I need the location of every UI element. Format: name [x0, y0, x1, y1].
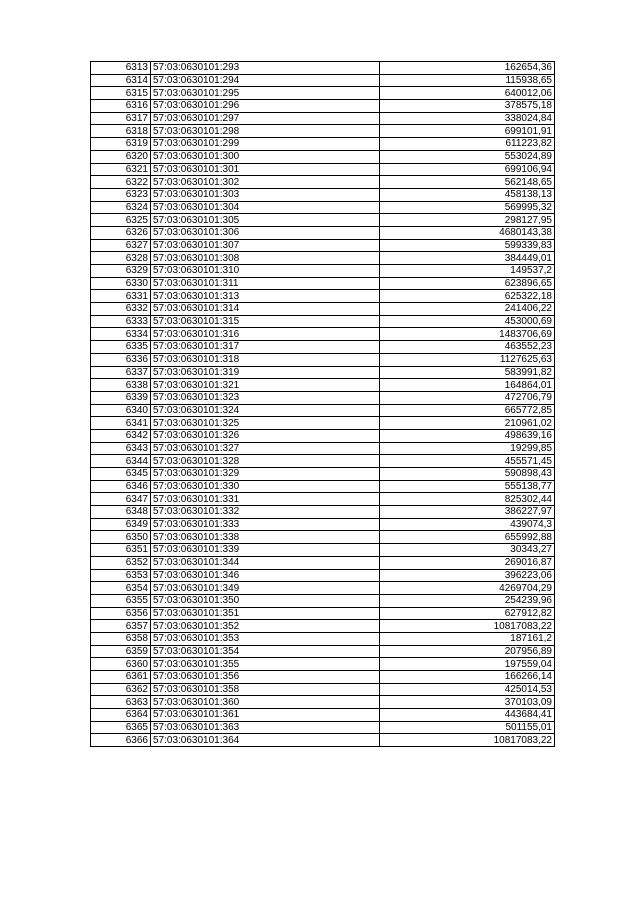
- cadastral-value-cell: 699101,91: [380, 125, 555, 138]
- table-row: [91, 62, 555, 75]
- table-row: [91, 404, 555, 417]
- cadastral-value-cell: 458138,13: [380, 188, 555, 201]
- table-row: [91, 480, 555, 493]
- cadastral-value-cell: 1127625,63: [380, 353, 555, 366]
- cadastral-value-cell: 30343,27: [380, 544, 555, 557]
- table-row: [91, 429, 555, 442]
- table-row: [91, 696, 555, 709]
- cadastral-value-cell: 386227,97: [380, 506, 555, 519]
- table-row: [91, 176, 555, 189]
- cadastral-number-cell: 57:03:0630101:296: [151, 100, 380, 113]
- cadastral-value-cell: 187161,2: [380, 632, 555, 645]
- cadastral-value-cell: 241406,22: [380, 303, 555, 316]
- row-number-cell: 6322: [91, 176, 151, 189]
- table-row: [91, 379, 555, 392]
- table-row: [91, 417, 555, 430]
- cadastral-value-cell: 197559,04: [380, 658, 555, 671]
- row-number-cell: 6352: [91, 556, 151, 569]
- cadastral-value-cell: 4680143,38: [380, 226, 555, 239]
- cadastral-number-cell: 57:03:0630101:353: [151, 632, 380, 645]
- cadastral-number-cell: 57:03:0630101:330: [151, 480, 380, 493]
- row-number-cell: 6333: [91, 315, 151, 328]
- row-number-cell: 6355: [91, 594, 151, 607]
- table-row: [91, 569, 555, 582]
- row-number-cell: 6313: [91, 62, 151, 75]
- cadastral-number-cell: 57:03:0630101:300: [151, 150, 380, 163]
- cadastral-value-cell: 378575,18: [380, 100, 555, 113]
- table-row: [91, 582, 555, 595]
- cadastral-number-cell: 57:03:0630101:354: [151, 645, 380, 658]
- table-row: [91, 506, 555, 519]
- row-number-cell: 6341: [91, 417, 151, 430]
- cadastral-number-cell: 57:03:0630101:349: [151, 582, 380, 595]
- cadastral-value-cell: 623896,65: [380, 277, 555, 290]
- cadastral-value-cell: 162654,36: [380, 62, 555, 75]
- cadastral-number-cell: 57:03:0630101:326: [151, 429, 380, 442]
- cadastral-number-cell: 57:03:0630101:356: [151, 671, 380, 684]
- cadastral-value-cell: 149537,2: [380, 265, 555, 278]
- table-row: [91, 556, 555, 569]
- cadastral-value-cell: 4269704,29: [380, 582, 555, 595]
- table-row: [91, 620, 555, 633]
- cadastral-value-cell: 384449,01: [380, 252, 555, 265]
- row-number-cell: 6316: [91, 100, 151, 113]
- cadastral-number-cell: 57:03:0630101:361: [151, 709, 380, 722]
- table-row: [91, 468, 555, 481]
- table-row: [91, 290, 555, 303]
- table-row: [91, 201, 555, 214]
- table-row: [91, 671, 555, 684]
- table-row: [91, 709, 555, 722]
- cadastral-number-cell: 57:03:0630101:339: [151, 544, 380, 557]
- cadastral-value-cell: 562148,65: [380, 176, 555, 189]
- table-row: [91, 721, 555, 734]
- cadastral-value-cell: 298127,95: [380, 214, 555, 227]
- table-row: [91, 163, 555, 176]
- table-row: [91, 125, 555, 138]
- cadastral-value-cell: 625322,18: [380, 290, 555, 303]
- row-number-cell: 6338: [91, 379, 151, 392]
- table-row: [91, 632, 555, 645]
- table-row: [91, 734, 555, 747]
- cadastral-number-cell: 57:03:0630101:351: [151, 607, 380, 620]
- cadastral-number-cell: 57:03:0630101:316: [151, 328, 380, 341]
- cadastral-number-cell: 57:03:0630101:303: [151, 188, 380, 201]
- row-number-cell: 6314: [91, 74, 151, 87]
- row-number-cell: 6321: [91, 163, 151, 176]
- cadastral-value-cell: 640012,06: [380, 87, 555, 100]
- row-number-cell: 6320: [91, 150, 151, 163]
- cadastral-number-cell: 57:03:0630101:310: [151, 265, 380, 278]
- row-number-cell: 6319: [91, 138, 151, 151]
- cadastral-value-cell: 1483706,69: [380, 328, 555, 341]
- cadastral-number-cell: 57:03:0630101:364: [151, 734, 380, 747]
- cadastral-value-cell: 590898,43: [380, 468, 555, 481]
- cadastral-value-cell: 166266,14: [380, 671, 555, 684]
- row-number-cell: 6339: [91, 391, 151, 404]
- table-row: [91, 252, 555, 265]
- cadastral-value-cell: 10817083,22: [380, 620, 555, 633]
- row-number-cell: 6323: [91, 188, 151, 201]
- row-number-cell: 6340: [91, 404, 151, 417]
- row-number-cell: 6362: [91, 683, 151, 696]
- table-row: [91, 544, 555, 557]
- row-number-cell: 6326: [91, 226, 151, 239]
- cadastral-value-cell: 665772,85: [380, 404, 555, 417]
- cadastral-value-cell: 655992,88: [380, 531, 555, 544]
- cadastral-value-cell: 425014,53: [380, 683, 555, 696]
- cadastral-value-cell: 583991,82: [380, 366, 555, 379]
- cadastral-value-table: [90, 61, 555, 747]
- table-row: [91, 518, 555, 531]
- row-number-cell: 6345: [91, 468, 151, 481]
- row-number-cell: 6337: [91, 366, 151, 379]
- table-row: [91, 366, 555, 379]
- cadastral-number-cell: 57:03:0630101:350: [151, 594, 380, 607]
- cadastral-number-cell: 57:03:0630101:328: [151, 455, 380, 468]
- cadastral-number-cell: 57:03:0630101:306: [151, 226, 380, 239]
- row-number-cell: 6329: [91, 265, 151, 278]
- cadastral-value-cell: 443684,41: [380, 709, 555, 722]
- row-number-cell: 6361: [91, 671, 151, 684]
- table-row: [91, 391, 555, 404]
- cadastral-number-cell: 57:03:0630101:301: [151, 163, 380, 176]
- cadastral-value-cell: 164864,01: [380, 379, 555, 392]
- table-row: [91, 100, 555, 113]
- cadastral-value-cell: 396223,06: [380, 569, 555, 582]
- document-page: [90, 61, 555, 747]
- cadastral-value-cell: 555138,77: [380, 480, 555, 493]
- row-number-cell: 6325: [91, 214, 151, 227]
- cadastral-number-cell: 57:03:0630101:327: [151, 442, 380, 455]
- row-number-cell: 6334: [91, 328, 151, 341]
- cadastral-value-cell: 254239,96: [380, 594, 555, 607]
- table-row: [91, 239, 555, 252]
- table-row: [91, 277, 555, 290]
- cadastral-value-cell: 501155,01: [380, 721, 555, 734]
- cadastral-number-cell: 57:03:0630101:331: [151, 493, 380, 506]
- cadastral-number-cell: 57:03:0630101:315: [151, 315, 380, 328]
- cadastral-number-cell: 57:03:0630101:294: [151, 74, 380, 87]
- table-body: [91, 62, 555, 747]
- cadastral-number-cell: 57:03:0630101:293: [151, 62, 380, 75]
- cadastral-value-cell: 10817083,22: [380, 734, 555, 747]
- cadastral-number-cell: 57:03:0630101:319: [151, 366, 380, 379]
- row-number-cell: 6348: [91, 506, 151, 519]
- table-row: [91, 328, 555, 341]
- row-number-cell: 6328: [91, 252, 151, 265]
- cadastral-number-cell: 57:03:0630101:352: [151, 620, 380, 633]
- cadastral-number-cell: 57:03:0630101:321: [151, 379, 380, 392]
- table-row: [91, 493, 555, 506]
- cadastral-number-cell: 57:03:0630101:317: [151, 341, 380, 354]
- row-number-cell: 6360: [91, 658, 151, 671]
- row-number-cell: 6336: [91, 353, 151, 366]
- cadastral-number-cell: 57:03:0630101:302: [151, 176, 380, 189]
- cadastral-value-cell: 463552,23: [380, 341, 555, 354]
- table-row: [91, 442, 555, 455]
- table-row: [91, 658, 555, 671]
- cadastral-number-cell: 57:03:0630101:344: [151, 556, 380, 569]
- cadastral-value-cell: 453000,69: [380, 315, 555, 328]
- cadastral-value-cell: 569995,32: [380, 201, 555, 214]
- row-number-cell: 6315: [91, 87, 151, 100]
- cadastral-number-cell: 57:03:0630101:358: [151, 683, 380, 696]
- cadastral-value-cell: 19299,85: [380, 442, 555, 455]
- table-row: [91, 607, 555, 620]
- cadastral-number-cell: 57:03:0630101:333: [151, 518, 380, 531]
- cadastral-number-cell: 57:03:0630101:346: [151, 569, 380, 582]
- row-number-cell: 6364: [91, 709, 151, 722]
- cadastral-value-cell: 455571,45: [380, 455, 555, 468]
- row-number-cell: 6359: [91, 645, 151, 658]
- row-number-cell: 6330: [91, 277, 151, 290]
- row-number-cell: 6335: [91, 341, 151, 354]
- cadastral-value-cell: 439074,3: [380, 518, 555, 531]
- table-row: [91, 87, 555, 100]
- table-row: [91, 150, 555, 163]
- table-row: [91, 138, 555, 151]
- cadastral-number-cell: 57:03:0630101:325: [151, 417, 380, 430]
- row-number-cell: 6357: [91, 620, 151, 633]
- row-number-cell: 6331: [91, 290, 151, 303]
- cadastral-value-cell: 370103,09: [380, 696, 555, 709]
- cadastral-value-cell: 599339,83: [380, 239, 555, 252]
- row-number-cell: 6318: [91, 125, 151, 138]
- cadastral-value-cell: 269016,87: [380, 556, 555, 569]
- cadastral-number-cell: 57:03:0630101:360: [151, 696, 380, 709]
- table-row: [91, 645, 555, 658]
- row-number-cell: 6349: [91, 518, 151, 531]
- row-number-cell: 6342: [91, 429, 151, 442]
- cadastral-number-cell: 57:03:0630101:295: [151, 87, 380, 100]
- row-number-cell: 6356: [91, 607, 151, 620]
- row-number-cell: 6354: [91, 582, 151, 595]
- row-number-cell: 6366: [91, 734, 151, 747]
- cadastral-number-cell: 57:03:0630101:332: [151, 506, 380, 519]
- cadastral-number-cell: 57:03:0630101:324: [151, 404, 380, 417]
- table-row: [91, 188, 555, 201]
- cadastral-value-cell: 338024,84: [380, 112, 555, 125]
- cadastral-number-cell: 57:03:0630101:329: [151, 468, 380, 481]
- cadastral-number-cell: 57:03:0630101:307: [151, 239, 380, 252]
- row-number-cell: 6351: [91, 544, 151, 557]
- cadastral-number-cell: 57:03:0630101:338: [151, 531, 380, 544]
- cadastral-number-cell: 57:03:0630101:313: [151, 290, 380, 303]
- cadastral-number-cell: 57:03:0630101:355: [151, 658, 380, 671]
- cadastral-number-cell: 57:03:0630101:299: [151, 138, 380, 151]
- row-number-cell: 6363: [91, 696, 151, 709]
- table-row: [91, 683, 555, 696]
- cadastral-number-cell: 57:03:0630101:297: [151, 112, 380, 125]
- row-number-cell: 6327: [91, 239, 151, 252]
- table-row: [91, 112, 555, 125]
- table-row: [91, 455, 555, 468]
- cadastral-value-cell: 210961,02: [380, 417, 555, 430]
- row-number-cell: 6346: [91, 480, 151, 493]
- cadastral-number-cell: 57:03:0630101:318: [151, 353, 380, 366]
- cadastral-value-cell: 207956,89: [380, 645, 555, 658]
- table-row: [91, 531, 555, 544]
- table-row: [91, 265, 555, 278]
- cadastral-value-cell: 825302,44: [380, 493, 555, 506]
- table-row: [91, 341, 555, 354]
- row-number-cell: 6332: [91, 303, 151, 316]
- cadastral-value-cell: 498639,16: [380, 429, 555, 442]
- table-row: [91, 303, 555, 316]
- cadastral-value-cell: 627912,82: [380, 607, 555, 620]
- cadastral-number-cell: 57:03:0630101:304: [151, 201, 380, 214]
- row-number-cell: 6324: [91, 201, 151, 214]
- cadastral-number-cell: 57:03:0630101:323: [151, 391, 380, 404]
- table-row: [91, 74, 555, 87]
- row-number-cell: 6343: [91, 442, 151, 455]
- cadastral-number-cell: 57:03:0630101:298: [151, 125, 380, 138]
- cadastral-number-cell: 57:03:0630101:311: [151, 277, 380, 290]
- table-row: [91, 353, 555, 366]
- row-number-cell: 6365: [91, 721, 151, 734]
- table-row: [91, 214, 555, 227]
- row-number-cell: 6350: [91, 531, 151, 544]
- cadastral-value-cell: 699106,94: [380, 163, 555, 176]
- table-row: [91, 226, 555, 239]
- cadastral-number-cell: 57:03:0630101:305: [151, 214, 380, 227]
- row-number-cell: 6317: [91, 112, 151, 125]
- row-number-cell: 6344: [91, 455, 151, 468]
- cadastral-value-cell: 553024,89: [380, 150, 555, 163]
- row-number-cell: 6358: [91, 632, 151, 645]
- cadastral-number-cell: 57:03:0630101:308: [151, 252, 380, 265]
- cadastral-number-cell: 57:03:0630101:314: [151, 303, 380, 316]
- table-row: [91, 315, 555, 328]
- table-row: [91, 594, 555, 607]
- row-number-cell: 6353: [91, 569, 151, 582]
- cadastral-value-cell: 115938,65: [380, 74, 555, 87]
- cadastral-value-cell: 472706,79: [380, 391, 555, 404]
- row-number-cell: 6347: [91, 493, 151, 506]
- cadastral-value-cell: 611223,82: [380, 138, 555, 151]
- cadastral-number-cell: 57:03:0630101:363: [151, 721, 380, 734]
